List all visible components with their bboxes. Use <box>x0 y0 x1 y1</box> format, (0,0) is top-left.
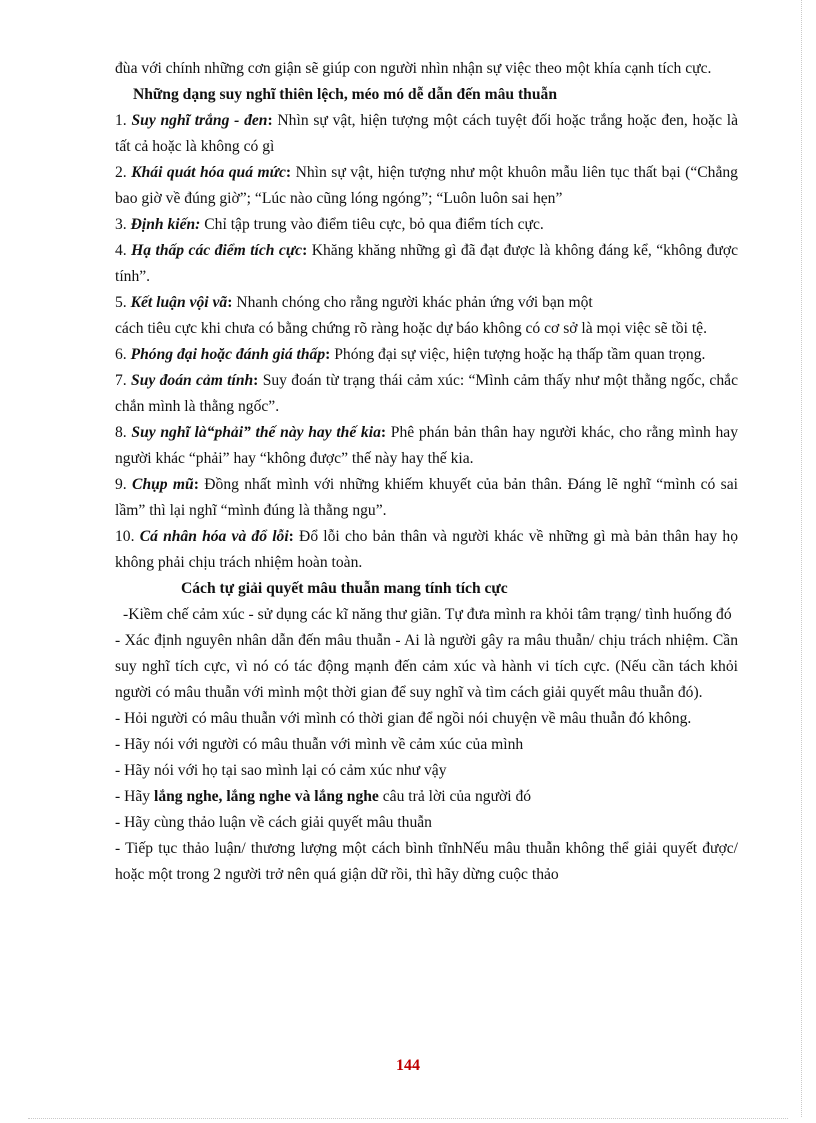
resolution-item-emphasis: lắng nghe, lắng nghe và lắng nghe <box>153 788 379 805</box>
page-body <box>115 56 738 888</box>
item-description: Đồng nhất mình với những khiếm khuyết của bản thân. Đáng lẽ nghĩ “mình có sai lầm” thì lại nghĩ “mình đúng là thằng ngu”. <box>115 476 738 519</box>
item-description: Nhìn sự vật, hiện tượng một cách tuyệt đối hoặc trắng hoặc đen, hoặc là tất cả hoặc là không có gì <box>115 112 739 155</box>
item-number: 6. <box>115 346 127 363</box>
biased-thinking-item-continuation: cách tiêu cực khi chưa có bằng chứng rõ ràng hoặc dự báo không có cơ sở là mọi việc sẽ tồi tệ. <box>115 320 707 337</box>
biased-thinking-item <box>115 108 738 160</box>
item-separator: : <box>193 476 199 493</box>
resolution-item: - Hãy nói với người có mâu thuẫn với mình về cảm xúc của mình <box>115 736 524 753</box>
item-term: Hạ thấp các điểm tích cực <box>131 242 303 259</box>
item-description: Nhanh chóng cho rằng người khác phản ứng với bạn một <box>232 294 593 311</box>
resolution-item-suffix: câu trả lời của người đó <box>378 788 532 805</box>
item-number: 2. <box>115 164 127 181</box>
item-term: Suy nghĩ là“phải” thế này hay thế kia <box>131 424 381 441</box>
resolution-item: - Xác định nguyên nhân dẫn đến mâu thuẫn - Ai là người gây ra mâu thuẫn/ chịu trách nhiệm. Cần suy nghĩ tích cực, vì nó có tác động mạnh đến cảm xúc và hành vi tích cực. (Nếu cần tách khỏi người có mâu thuẫn với mình một thời gian để suy nghĩ và tìm cách giải quyết mâu thuẫn đó). <box>115 632 738 701</box>
resolution-item: - Hãy nói với họ tại sao mình lại có cảm xúc như vậy <box>115 762 447 779</box>
item-number: 7. <box>115 372 127 389</box>
resolution-item: - Hỏi người có mâu thuẫn với mình có thời gian để ngồi nói chuyện về mâu thuẫn đó không. <box>115 710 692 727</box>
page-bottom-border <box>28 1118 788 1119</box>
section-heading-conflict-resolution: Cách tự giải quyết mâu thuẫn mang tính tích cực <box>181 580 508 597</box>
item-separator: : <box>285 164 292 181</box>
resolution-item: -Kiềm chế cảm xúc - sử dụng các kĩ năng thư giãn. Tự đưa mình ra khỏi tâm trạng/ tình huống đó <box>123 606 732 623</box>
item-term: Cá nhân hóa và đổ lỗi <box>139 528 289 545</box>
item-number: 3. <box>115 216 127 233</box>
page-number: 144 <box>396 1057 420 1074</box>
item-separator: : <box>325 346 331 363</box>
item-number: 5. <box>115 294 127 311</box>
item-separator: : <box>302 242 308 259</box>
item-number: 10. <box>115 528 135 545</box>
item-description: Đổ lỗi cho bản thân và người khác về những gì mà bản thân hay họ không phải chịu trách nhiệm hoàn toàn. <box>115 528 739 571</box>
item-description: Suy đoán từ trạng thái cảm xúc: “Mình cảm thấy như một thằng ngốc, chắc chắn mình là thằng ngốc”. <box>115 372 738 415</box>
biased-thinking-item <box>115 368 738 420</box>
resolution-item <box>115 784 738 810</box>
section-heading-biased-thinking: Những dạng suy nghĩ thiên lệch, méo mó dễ dẫn đến mâu thuẫn <box>133 86 557 103</box>
item-separator: : <box>380 424 387 441</box>
item-description: Phê phán bản thân hay người khác, cho rằng mình hay người khác “phải” hay “không được” thế này hay thế kia. <box>115 424 739 467</box>
biased-thinking-item <box>115 342 738 368</box>
biased-thinking-item <box>115 524 738 576</box>
biased-thinking-item <box>115 290 738 316</box>
item-description: Khăng khăng những gì đã đạt được là không đáng kể, “không được tính”. <box>115 242 738 285</box>
item-separator: : <box>267 112 273 129</box>
item-term: Suy nghĩ trắng - đen <box>131 112 268 129</box>
item-term: Chụp mũ <box>132 476 194 493</box>
item-number: 8. <box>115 424 127 441</box>
item-description: Chỉ tập trung vào điểm tiêu cực, bỏ qua điểm tích cực. <box>200 216 544 233</box>
item-number: 4. <box>115 242 127 259</box>
biased-thinking-item <box>115 238 738 290</box>
item-separator: : <box>227 294 233 311</box>
biased-thinking-item <box>115 472 738 524</box>
item-term: Kết luận vội vã <box>130 294 228 311</box>
item-term: Định kiến: <box>130 216 201 233</box>
item-separator: : <box>288 528 294 545</box>
item-number: 1. <box>115 112 127 129</box>
resolution-item: - Tiếp tục thảo luận/ thương lượng một cách bình tĩnhNếu mâu thuẫn không thể giải quyết được/ hoặc một trong 2 người trở nên quá giận dữ rồi, thì hãy dừng cuộc thảo <box>115 840 738 883</box>
item-term: Khái quát hóa quá mức <box>131 164 286 181</box>
item-description: Phóng đại sự việc, hiện tượng hoặc hạ thấp tầm quan trọng. <box>330 346 706 363</box>
item-number: 9. <box>115 476 127 493</box>
resolution-item: - Hãy cùng thảo luận về cách giải quyết mâu thuẫn <box>115 814 432 831</box>
resolution-item-prefix: - Hãy <box>115 788 154 805</box>
page-right-border <box>801 0 802 1117</box>
biased-thinking-list <box>115 108 738 576</box>
item-term: Phóng đại hoặc đánh giá thấp <box>130 346 326 363</box>
item-separator: : <box>253 372 259 389</box>
item-description: Nhìn sự vật, hiện tượng như một khuôn mẫu liên tục thất bại (“Chẳng bao giờ về đúng giờ”; “Lúc nào cũng lóng ngóng”; “Luôn luôn sai hẹn” <box>115 164 738 207</box>
intro-paragraph: đùa với chính những cơn giận sẽ giúp con người nhìn nhận sự việc theo một khía cạnh tích cực. <box>115 60 712 77</box>
biased-thinking-item <box>115 420 738 472</box>
biased-thinking-item <box>115 212 738 238</box>
item-term: Suy đoán cảm tính <box>131 372 254 389</box>
biased-thinking-item <box>115 160 738 212</box>
